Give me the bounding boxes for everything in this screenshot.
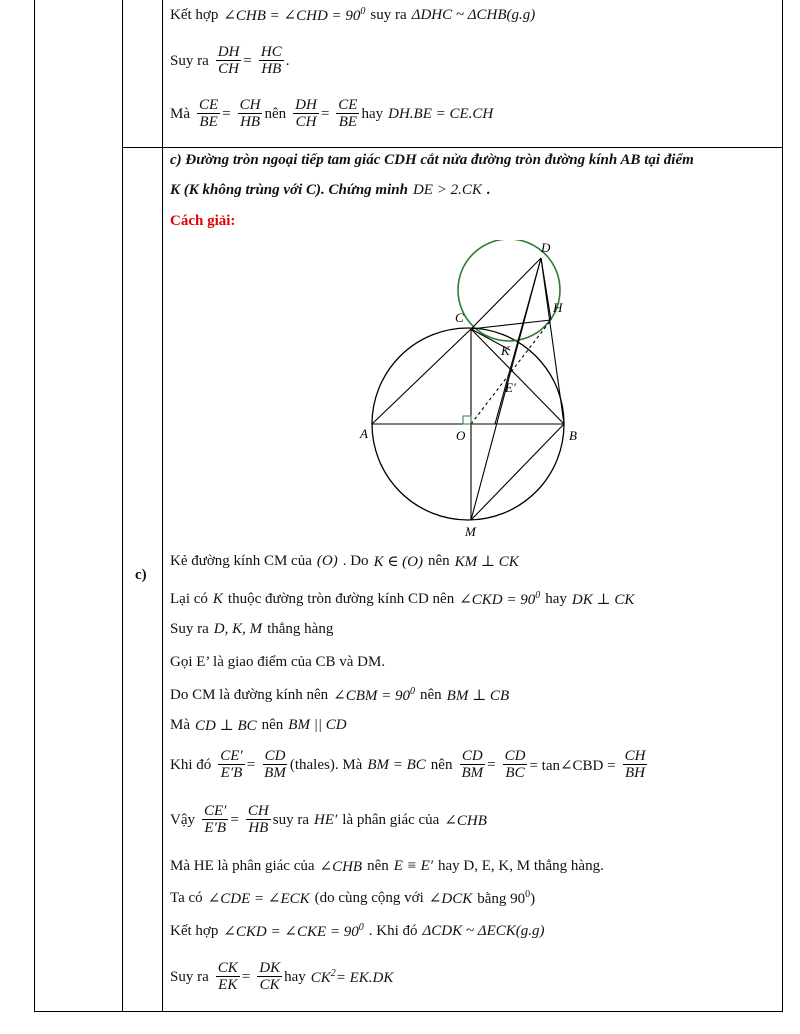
question-line-1: c) Đường tròn ngoại tiếp tam giác CDH cắt nửa đường tròn đường kính AB tại điểm: [170, 152, 694, 168]
fraction: $\frac{DH}{CH}$: [217, 44, 240, 77]
line-ket-hop-1: Kết hợp ∠CHB = ∠CHD = $90^0$ suy ra ΔDHC ~ ΔCHB(g.g): [170, 6, 536, 24]
table-border-col2: [122, 0, 123, 1012]
sol-line-1: Kẻ đường kính CM của (O) . Do K ∈ (O) nên KM ⊥ CK: [170, 553, 519, 570]
table-row-divider: [122, 147, 782, 148]
question-line-2: K (K không trùng với C). Chứng minh DE > 2.CK .: [170, 182, 491, 198]
label-o: O: [456, 428, 466, 443]
label-a: A: [360, 426, 368, 441]
table-border-col3: [162, 0, 163, 1012]
line-ma-1: Mà $\frac{CE}{BE}$ = $\frac{CH}{HB}$ nên $\frac{DH}{CH}$ = $\frac{CE}{BE}$ hay DH.BE = CE.CH: [170, 97, 494, 130]
table-border-bottom: [34, 1011, 783, 1012]
table-border-right: [782, 0, 783, 1012]
fraction: $\frac{CE}{BE}$: [338, 97, 358, 130]
table-border-left: [34, 0, 35, 1012]
sol-line-8: Vậy $\frac{CE'}{E'B}$ = $\frac{CH}{HB}$ suy ra HE′ là phân giác của ∠CHB: [170, 803, 487, 836]
label-b: B: [569, 428, 577, 443]
fraction: $\frac{CE}{BE}$: [199, 97, 219, 130]
sol-line-4: Gọi E’ là giao điểm của CB và DM.: [170, 654, 386, 670]
sol-line-12: Suy ra $\frac{CK}{EK}$ = $\frac{DK}{CK}$ hay $CK^2= EK.DK$: [170, 960, 394, 993]
sol-line-5: Do CM là đường kính nên ∠CBM = $90^0$ nên BM ⊥ CB: [170, 686, 510, 704]
sol-line-7: Khi đó $\frac{CE'}{E'B}$ = $\frac{CD}{BM}$ (thales). Mà BM = BC nên $\frac{CD}{BM}$ = $\frac{CD}{BC}$ = tan∠CBD = $\frac{CH}{BH}$: [170, 748, 646, 781]
sol-line-9: Mà HE là phân giác của ∠CHB nên E ≡ E′ hay D, E, K, M thẳng hàng.: [170, 858, 604, 875]
sol-line-3: Suy ra D, K, M thẳng hàng: [170, 621, 334, 637]
geometry-figure: [355, 240, 605, 540]
figure-lines: [372, 258, 564, 520]
sol-line-6: Mà CD ⊥ BC nên BM || CD: [170, 717, 347, 734]
fraction: $\frac{HC}{HB}$: [260, 44, 282, 77]
part-label: c): [135, 567, 147, 583]
right-angle-mark: [463, 416, 471, 424]
fraction: $\frac{CH}{HB}$: [239, 97, 261, 130]
label-h: H: [553, 300, 563, 315]
line-suy-ra-1: Suy ra $\frac{DH}{CH}$ = $\frac{HC}{HB}$ .: [170, 44, 290, 77]
label-e: E′: [505, 380, 516, 395]
sol-line-2: Lại có K thuộc đường tròn đường kính CD nên ∠CKD = $90^0$ hay DK ⊥ CK: [170, 590, 635, 608]
label-k: K: [501, 343, 510, 358]
label-d: D: [541, 240, 551, 255]
method-heading: Cách giải:: [170, 213, 236, 229]
sol-line-10: Ta có ∠CDE = ∠ECK (do cùng cộng với ∠DCK bằng $90^0$): [170, 889, 536, 907]
sol-line-11: Kết hợp ∠CKD = ∠CKE = $90^0$ . Khi đó ΔCDK ~ ΔECK(g.g): [170, 922, 545, 940]
label-m: M: [465, 524, 476, 539]
label-c: C: [455, 310, 464, 325]
fraction: $\frac{DH}{CH}$: [295, 97, 317, 130]
